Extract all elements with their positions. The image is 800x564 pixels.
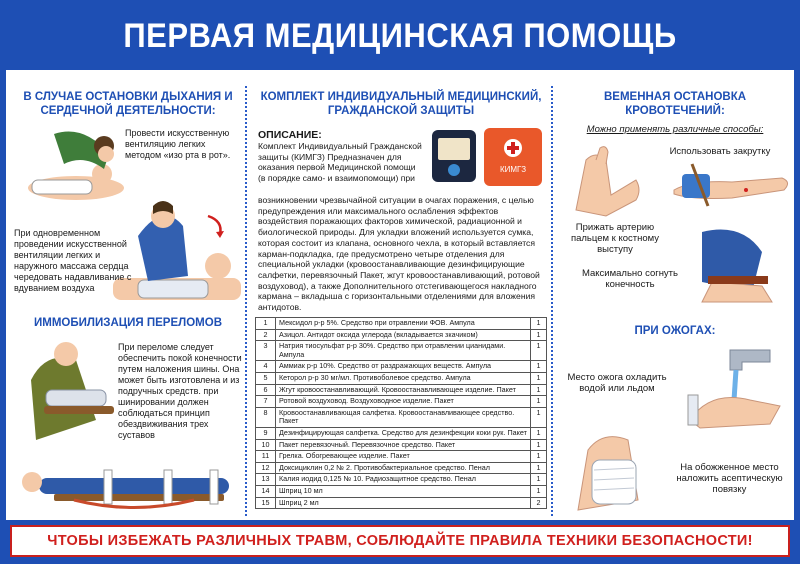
- section-title-kit: КОМПЛЕКТ ИНДИВИДУАЛЬНЫЙ МЕДИЦИНСКИЙ, ГРАЖДАНСКОЙ ЗАЩИТЫ: [260, 91, 542, 117]
- text-tourniquet: Использовать закрутку: [669, 146, 771, 157]
- table-row: [256, 497, 547, 509]
- kit-item-name: Калия иодид 0,125 № 10. Радиозащитное средство. Пенал: [276, 474, 531, 486]
- kit-item-quantity: 1: [531, 407, 547, 427]
- kit-bag-illustration: [428, 124, 548, 190]
- tourniquet-illustration: [672, 160, 794, 210]
- table-row: [256, 329, 547, 341]
- kit-item-quantity: 1: [531, 372, 547, 384]
- section-title-cpr: В СЛУЧАЕ ОСТАНОВКИ ДЫХАНИЯ И СЕРДЕЧНОЙ ДЕЯТЕЛЬНОСТИ:: [23, 91, 233, 117]
- kit-item-name: Пакет перевязочный. Перевязочное средство. Пакет: [276, 439, 531, 451]
- section-title-fractures: ИММОБИЛИЗАЦИЯ ПЕРЕЛОМОВ: [34, 317, 222, 329]
- kit-item-name: Кеторол р-р 30 мг/мл. Противоболевое средство. Ампула: [276, 372, 531, 384]
- kit-item-name: Мексидол р-р 5%. Средство при отравлении ФОВ. Ампула: [276, 318, 531, 330]
- bend-limb-illustration: [672, 222, 792, 306]
- text-rescue-breathing: Провести искусственную вентиляцию легких методом «изо рта в рот».: [125, 128, 231, 160]
- text-bandage-burn: На обожженное место наложить асептическую повязку: [676, 462, 783, 495]
- kit-item-name: Натрия тиосульфат р-р 30%. Средство при отравлении цианидами. Ампула: [276, 341, 531, 361]
- bleeding-subtitle: Можно применять различные способы:: [586, 124, 764, 135]
- kit-item-quantity: 1: [531, 384, 547, 396]
- section-title-burns: ПРИ ОЖОГАХ:: [634, 325, 716, 337]
- kit-item-number: 1: [256, 318, 276, 330]
- column-divider-right: [551, 86, 553, 516]
- kit-item-name: Аммиак р-р 10%. Средство от раздражающих веществ. Ампула: [276, 361, 531, 373]
- kit-item-name: Жгут кровоостанавливающий. Кровоостанавливающее изделие. Пакет: [276, 384, 531, 396]
- kit-item-number: 10: [256, 439, 276, 451]
- kit-item-quantity: 1: [531, 462, 547, 474]
- kit-item-name: Шприц 2 мл: [276, 497, 531, 509]
- kit-item-number: 15: [256, 497, 276, 509]
- table-row: [256, 485, 547, 497]
- kit-item-quantity: 1: [531, 474, 547, 486]
- section-title-bleeding: ВЕМЕННАЯ ОСТАНОВКА КРОВОТЕЧЕНИЙ:: [603, 91, 747, 117]
- text-bend-limb: Максимально согнуть конечность: [581, 268, 678, 290]
- text-press-artery: Прижать артерию пальцем к костному выступу: [570, 222, 660, 255]
- kit-item-number: 14: [256, 485, 276, 497]
- kit-item-quantity: 1: [531, 318, 547, 330]
- kit-contents-table: [255, 317, 547, 509]
- kit-item-quantity: 1: [531, 329, 547, 341]
- kit-item-number: 11: [256, 451, 276, 463]
- kit-item-number: 13: [256, 474, 276, 486]
- table-row: [256, 439, 547, 451]
- kit-item-quantity: 1: [531, 485, 547, 497]
- description-body: возникновении чрезвычайной ситуации в очагах поражения, с целью предупреждения или максимального ослабления эффектов воздействия поражающих факторов химической, радиационной и биологической природы. Для укладки вложений используется сумка, которая состоит из клапана, основного чехла, в который вставляется карман-подкладка, где предусмотрено четыре отделения для специальной укладки (кровоостанавливающие дезинфицирующие салфетки, перевязочный Пакет, жгут кровоостанавливающий, ротовой воздуховод), а также Дополнительного отстегивающегося накладного кармана – вкладыша с горизонтальными отделениями для вложения антидотов.: [258, 195, 540, 313]
- kit-item-quantity: 1: [531, 451, 547, 463]
- kit-item-number: 7: [256, 396, 276, 408]
- kit-item-number: 2: [256, 329, 276, 341]
- table-row: [256, 474, 547, 486]
- table-row: [256, 372, 547, 384]
- kit-item-number: 9: [256, 427, 276, 439]
- rescue-breathing-illustration: [14, 124, 124, 204]
- kit-item-number: 5: [256, 372, 276, 384]
- cool-water-illustration: [670, 340, 790, 430]
- kit-item-quantity: 1: [531, 341, 547, 361]
- text-cpr: При одновременном проведении искусственной вентиляции легких и наружного массажа сердца чередовать надавливание с вдуванием воздуха: [14, 228, 132, 293]
- kit-item-quantity: 2: [531, 497, 547, 509]
- kit-item-number: 12: [256, 462, 276, 474]
- table-row: [256, 427, 547, 439]
- bandage-illustration: [568, 420, 668, 520]
- page-title: ПЕРВАЯ МЕДИЦИНСКАЯ ПОМОЩЬ: [123, 15, 677, 56]
- table-row: [256, 318, 547, 330]
- text-fractures: При переломе следует обеспечить покой конечности путем наложения шины. Она может быть изготовлена и из подручных средств. при шинировании должен соблюдаться принцип обездвиживания трех суставов: [118, 342, 242, 440]
- table-row: [256, 451, 547, 463]
- table-row: [256, 341, 547, 361]
- column-divider-left: [245, 86, 247, 516]
- kit-item-quantity: 1: [531, 361, 547, 373]
- table-row: [256, 407, 547, 427]
- text-cool-burn: Место ожога охладить водой или льдом: [567, 372, 667, 394]
- kit-item-name: Ротовой воздуховод. Воздуховодное изделие. Пакет: [276, 396, 531, 408]
- finger-press-illustration: [566, 140, 646, 218]
- table-row: [256, 462, 547, 474]
- description-intro: Комплект Индивидуальный Гражданской защиты (КИМГЗ) Предназначен для оказания первой Медицинской помощи (в порядке само- и взаимопомощи) при: [258, 141, 422, 184]
- kit-item-name: Дезинфицирующая салфетка. Средство для дезинфекции коки рук. Пакет: [276, 427, 531, 439]
- kit-item-name: Шприц 10 мл: [276, 485, 531, 497]
- kit-item-name: Кровоостанавливающая салфетка. Кровоостанавливающее средство. Пакет: [276, 407, 531, 427]
- kit-item-name: Доксициклин 0,2 № 2. Противобактериальное средство. Пенал: [276, 462, 531, 474]
- safety-banner-text: ЧТОБЫ ИЗБЕЖАТЬ РАЗЛИЧНЫХ ТРАВМ, СОБЛЮДАЙТЕ ПРАВИЛА ТЕХНИКИ БЕЗОПАСНОСТИ!: [47, 533, 753, 549]
- table-row: [256, 361, 547, 373]
- safety-banner: [10, 525, 790, 557]
- kit-item-number: 3: [256, 341, 276, 361]
- kit-item-quantity: 1: [531, 439, 547, 451]
- kit-item-number: 8: [256, 407, 276, 427]
- kit-item-quantity: 1: [531, 427, 547, 439]
- arm-splint-illustration: [16, 340, 116, 450]
- kit-bag-label: КИМГЗ: [499, 165, 527, 174]
- kit-item-name: Азицол. Антидот оксида углерода (вкладывается зкачиком): [276, 329, 531, 341]
- kit-item-number: 6: [256, 384, 276, 396]
- kit-item-number: 4: [256, 361, 276, 373]
- kit-item-quantity: 1: [531, 396, 547, 408]
- description-heading: ОПИСАНИЕ:: [258, 129, 322, 141]
- table-row: [256, 384, 547, 396]
- leg-splint-illustration: [14, 460, 242, 516]
- kit-item-name: Грелка. Обогревающее изделие. Пакет: [276, 451, 531, 463]
- table-row: [256, 396, 547, 408]
